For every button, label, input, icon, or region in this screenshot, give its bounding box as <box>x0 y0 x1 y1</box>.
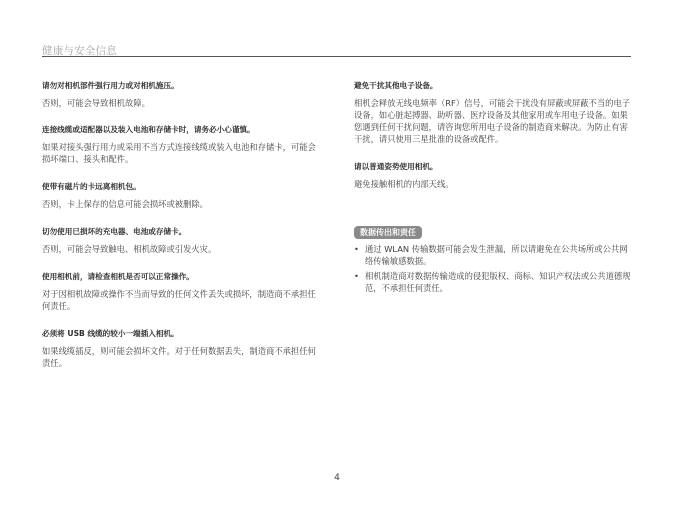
section-normal-posture <box>354 161 634 190</box>
section-title: 切勿使用已损坏的充电器、电池或存储卡。 <box>42 227 187 236</box>
section-usb-cable <box>42 328 324 369</box>
section-title: 请以普通姿势使用相机。 <box>354 162 438 171</box>
section-body: 否则，可能会导致相机故障。 <box>42 98 150 108</box>
section-damaged-charger <box>42 226 324 255</box>
left-column <box>42 80 324 369</box>
section-body: 如果对接头强行用力或采用不当方式连接线缆或装入电池和存储卡，可能会损坏端口、接头和配件。 <box>42 142 316 164</box>
list-item-text: 相机制造商对数据传输造成的侵犯版权、商标、知识产权法或公共道德规范，不承担任何责任。 <box>365 271 631 293</box>
section-title: 使带有磁片的卡远离相机包。 <box>42 182 141 191</box>
section-title: 必须将 USB 线缆的较小一端插入相机。 <box>42 329 179 338</box>
section-title: 连接线缆或适配器以及装入电池和存储卡时，请务必小心谨慎。 <box>42 125 255 134</box>
right-column <box>354 80 634 297</box>
header-divider <box>42 56 631 57</box>
list-item-text: 通过 WLAN 传输数据可能会发生泄漏，所以请避免在公共场所或公共网络传输敏感数据。 <box>365 244 628 266</box>
section-no-force <box>42 80 324 109</box>
section-title: 请勿对相机部件强行用力或对相机施压。 <box>42 81 179 90</box>
list-item <box>354 270 634 294</box>
section-body: 对于因相机故障或操作不当而导致的任何文件丢失或损坏，制造商不承担任何责任。 <box>42 289 316 311</box>
page-header-title: 健康与安全信息 <box>42 45 117 57</box>
section-interference <box>354 80 634 145</box>
bullet-icon: • <box>354 271 359 281</box>
bullet-icon: • <box>354 244 359 254</box>
section-body: 否则，可能会导致触电、相机故障或引发火灾。 <box>42 244 217 254</box>
section-body: 避免接触相机的内部天线。 <box>354 179 454 189</box>
data-transfer-tag: 数据传出和责任 <box>354 226 422 239</box>
section-body: 否则，卡上保存的信息可能会损坏或被删除。 <box>42 199 208 209</box>
section-body: 如果线缆插反，则可能会损坏文件。对于任何数据丢失，制造商不承担任何责任。 <box>42 346 316 368</box>
section-cable-care <box>42 124 324 165</box>
page-number: 4 <box>334 473 340 483</box>
section-title: 避免干扰其他电子设备。 <box>354 81 438 90</box>
data-transfer-list <box>354 243 634 294</box>
section-title: 使用相机前，请检查相机是否可以正常操作。 <box>42 272 194 281</box>
section-magnetic-card <box>42 181 324 210</box>
list-item <box>354 243 634 267</box>
section-data-transfer <box>354 220 634 294</box>
section-check-operation <box>42 271 324 312</box>
section-body: 相机会释放无线电频率（RF）信号，可能会干扰没有屏蔽或屏蔽不当的电子设备，如心脏起搏器、助听器、医疗设备及其他家用或车用电子设备。如果您遇到任何干扰问题，请咨询您所用电子设备的制造商来解决。为防止有害干扰，请只使用三星批准的设备或配件。 <box>354 98 631 144</box>
